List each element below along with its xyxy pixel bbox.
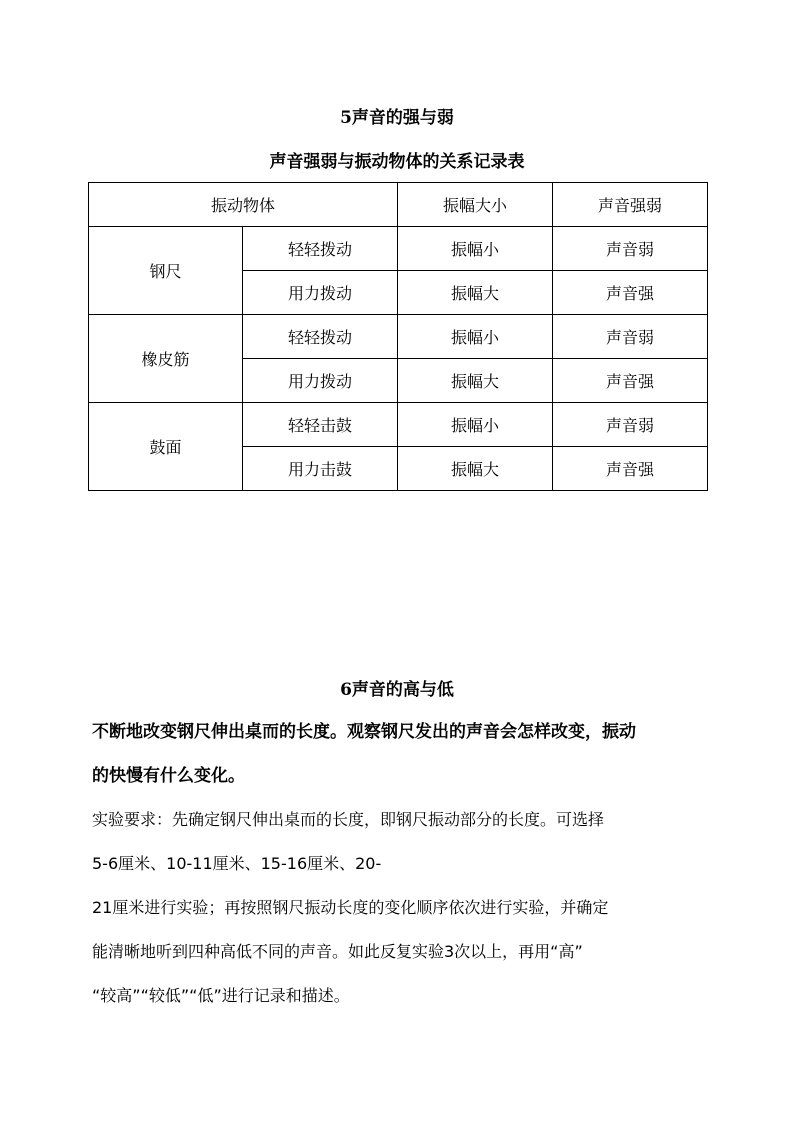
amplitude-cell: 振幅大 [398,271,553,315]
requirement-line: 能清晰地听到四种高低不同的声音。如此反复实验3次以上，再用“高” [92,942,583,961]
action-cell: 用力拨动 [243,271,398,315]
amplitude-cell: 振幅小 [398,227,553,271]
amplitude-cell: 振幅大 [398,447,553,491]
action-cell: 轻轻拨动 [243,227,398,271]
object-cell: 鼓面 [89,403,243,491]
loudness-cell: 声音弱 [553,315,708,359]
header-loudness: 声音强弱 [553,183,708,227]
loudness-cell: 声音弱 [553,403,708,447]
record-table [88,182,708,491]
loudness-cell: 声音弱 [553,227,708,271]
question-line: 的快慢有什么变化。 [92,766,245,786]
requirement-line: 21厘米进行实验；再按照钢尺振动长度的变化顺序依次进行实验，并确定 [92,898,609,917]
table-title: 声音强弱与振动物体的关系记录表 [269,152,525,172]
header-object: 振动物体 [89,183,398,227]
amplitude-cell: 振幅大 [398,359,553,403]
action-cell: 轻轻拨动 [243,315,398,359]
object-cell: 橡皮筋 [89,315,243,403]
table-header-row [89,183,708,227]
action-cell: 轻轻击鼓 [243,403,398,447]
section-title-pitch: 6声音的高与低 [340,680,454,700]
loudness-cell: 声音强 [553,271,708,315]
action-cell: 用力拨动 [243,359,398,403]
requirement-line: 实验要求：先确定钢尺伸出桌而的长度，即钢尺振动部分的长度。可选择 [92,810,605,829]
requirement-line: 5-6厘米、10-11厘米、15-16厘米、20- [92,854,382,873]
requirement-line: “较高”“较低”“低”进行记录和描述。 [92,986,350,1005]
object-cell: 钢尺 [89,227,243,315]
section-title-loudness: 5声音的强与弱 [340,108,454,128]
loudness-cell: 声音强 [553,447,708,491]
question-line: 不断地改变钢尺伸出桌而的长度。观察钢尺发出的声音会怎样改变，振动 [92,722,636,742]
amplitude-cell: 振幅小 [398,403,553,447]
header-amplitude: 振幅大小 [398,183,553,227]
amplitude-cell: 振幅小 [398,315,553,359]
table-row [89,315,708,359]
table-row [89,403,708,447]
loudness-cell: 声音强 [553,359,708,403]
table-row [89,227,708,271]
action-cell: 用力击鼓 [243,447,398,491]
